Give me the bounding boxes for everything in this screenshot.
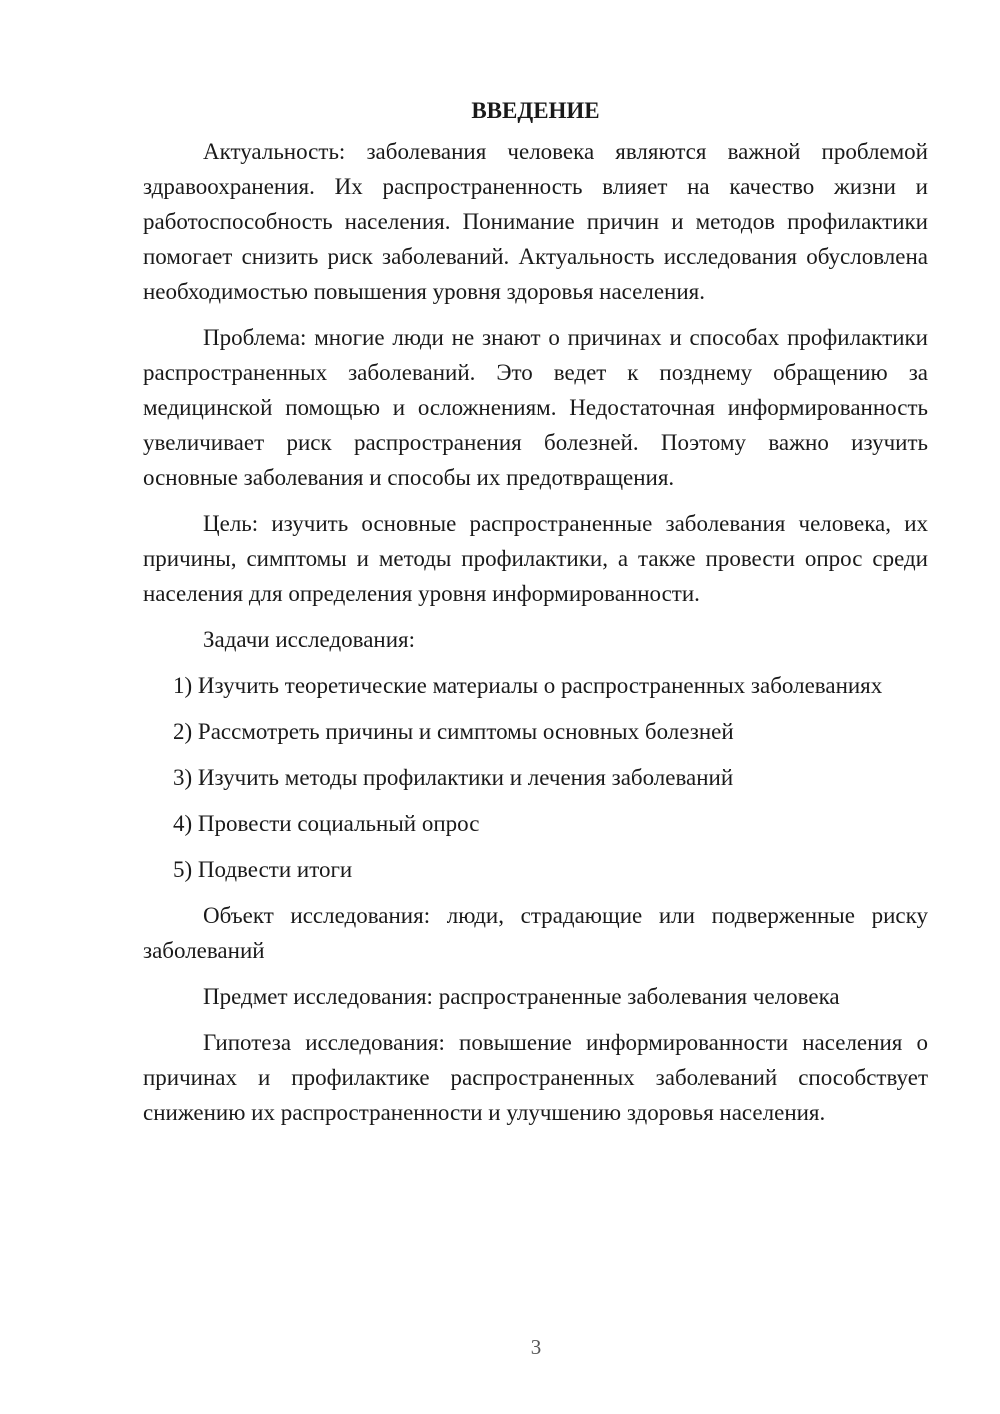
paragraph-relevance: Актуальность: заболевания человека являются важной проблемой здравоохранения. Их распространенность влияет на качество жизни и работоспособность населения. Понимание причин и методов профилактики помогает снизить риск заболеваний. Актуальность исследования обусловлена необходимостью повышения уровня здоровья населения.	[143, 139, 928, 304]
list-item: 5) Подвести итоги	[173, 857, 353, 882]
paragraph-goal: Цель: изучить основные распространенные заболевания человека, их причины, симптомы и методы профилактики, а также провести опрос среди населения для определения уровня информированности.	[143, 511, 928, 606]
section-title: ВВЕДЕНИЕ	[471, 98, 600, 123]
paragraph-problem: Проблема: многие люди не знают о причинах и способах профилактики распространенных заболеваний. Это ведет к позднему обращению за медицинской помощью и осложнениям. Недостаточная информированность увеличивает риск распространения болезней. Поэтому важно изучить основные заболевания и способы их предотвращения.	[143, 325, 928, 490]
paragraph-object: Объект исследования: люди, страдающие или подверженные риску заболеваний	[143, 903, 928, 963]
list-item: 4) Провести социальный опрос	[173, 811, 480, 836]
paragraph-tasks-heading: Задачи исследования:	[203, 627, 416, 652]
paragraph-hypothesis: Гипотеза исследования: повышение информированности населения о причинах и профилактике распространенных заболеваний способствует снижению их распространенности и улучшению здоровья населения.	[143, 1030, 928, 1125]
list-item: 2) Рассмотреть причины и симптомы основных болезней	[173, 719, 734, 744]
page-content	[143, 93, 928, 1141]
list-item: 1) Изучить теоретические материалы о распространенных заболеваниях	[173, 673, 883, 698]
paragraph-subject: Предмет исследования: распространенные заболевания человека	[203, 984, 840, 1009]
page-number: 3	[530, 1335, 542, 1359]
list-item: 3) Изучить методы профилактики и лечения заболеваний	[173, 765, 734, 790]
